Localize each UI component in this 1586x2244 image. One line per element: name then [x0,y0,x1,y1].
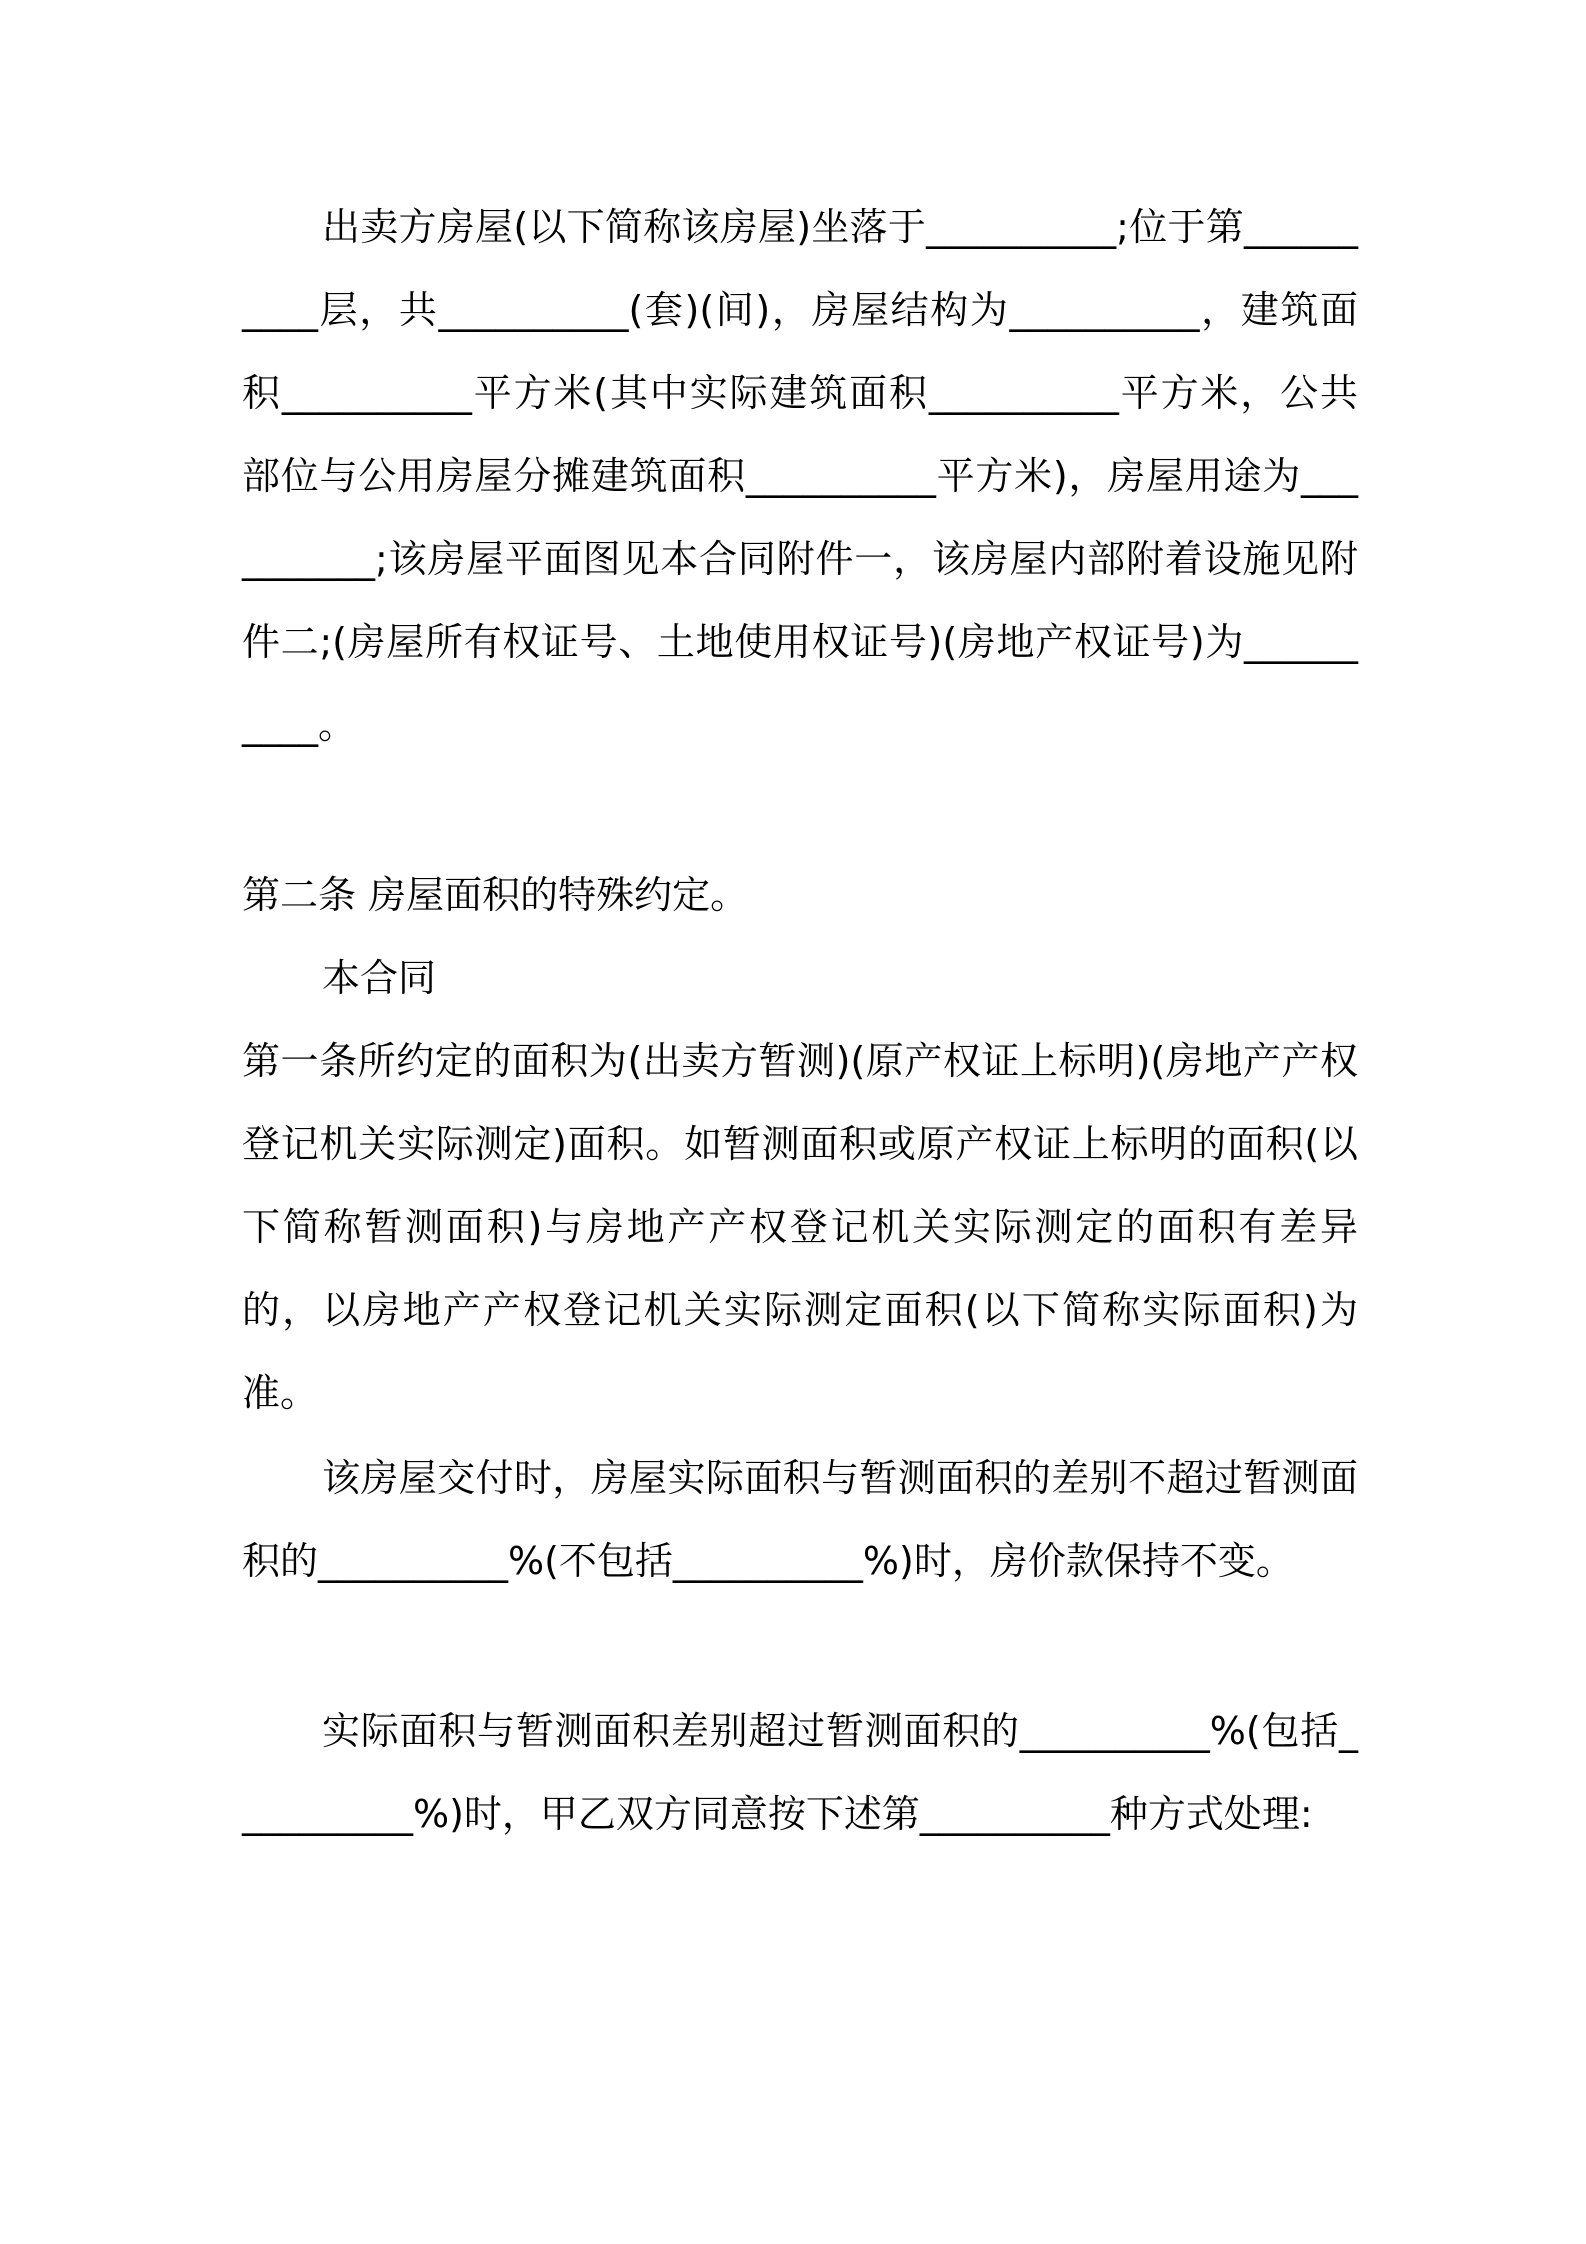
paragraph-area-definition: 第一条所约定的面积为(出卖方暂测)(原产权证上标明)(房地产产权登记机关实际测定)面积。如暂测面积或原产权证上标明的面积(以下简称暂测面积)与房地产产权登记机关实际测定的面积有差异的，以房地产产权登记机关实际测定面积(以下简称实际面积)为准。 [242,1039,1358,1415]
section-heading-article-2: 第二条 房屋面积的特殊约定。 [242,873,749,917]
paragraph-area-tolerance: 该房屋交付时，房屋实际面积与暂测面积的差别不超过暂测面积的__________%(不包括__________%)时，房价款保持不变。 [242,1456,1358,1583]
paragraph-contract-lead: 本合同 [322,956,437,1000]
paragraph-property-description: 出卖方房屋(以下简称该房屋)坐落于__________;位于第__________层，共__________(套)(间)，房屋结构为__________，建筑面积__________平方米(其中实际建筑面积__________平方米，公共部位与公用房屋分摊建筑面积__________平方米)，房屋用途为__________;该房屋平面图见本合同附件一，该房屋内部附着设施见附件二;(房屋所有权证号、土地使用权证号)(房地产权证号)为__________。 [242,205,1358,747]
paragraph-area-exceed: 实际面积与暂测面积差别超过暂测面积的__________%(包括__________%)时，甲乙双方同意按下述第__________种方式处理: [242,1709,1358,1836]
